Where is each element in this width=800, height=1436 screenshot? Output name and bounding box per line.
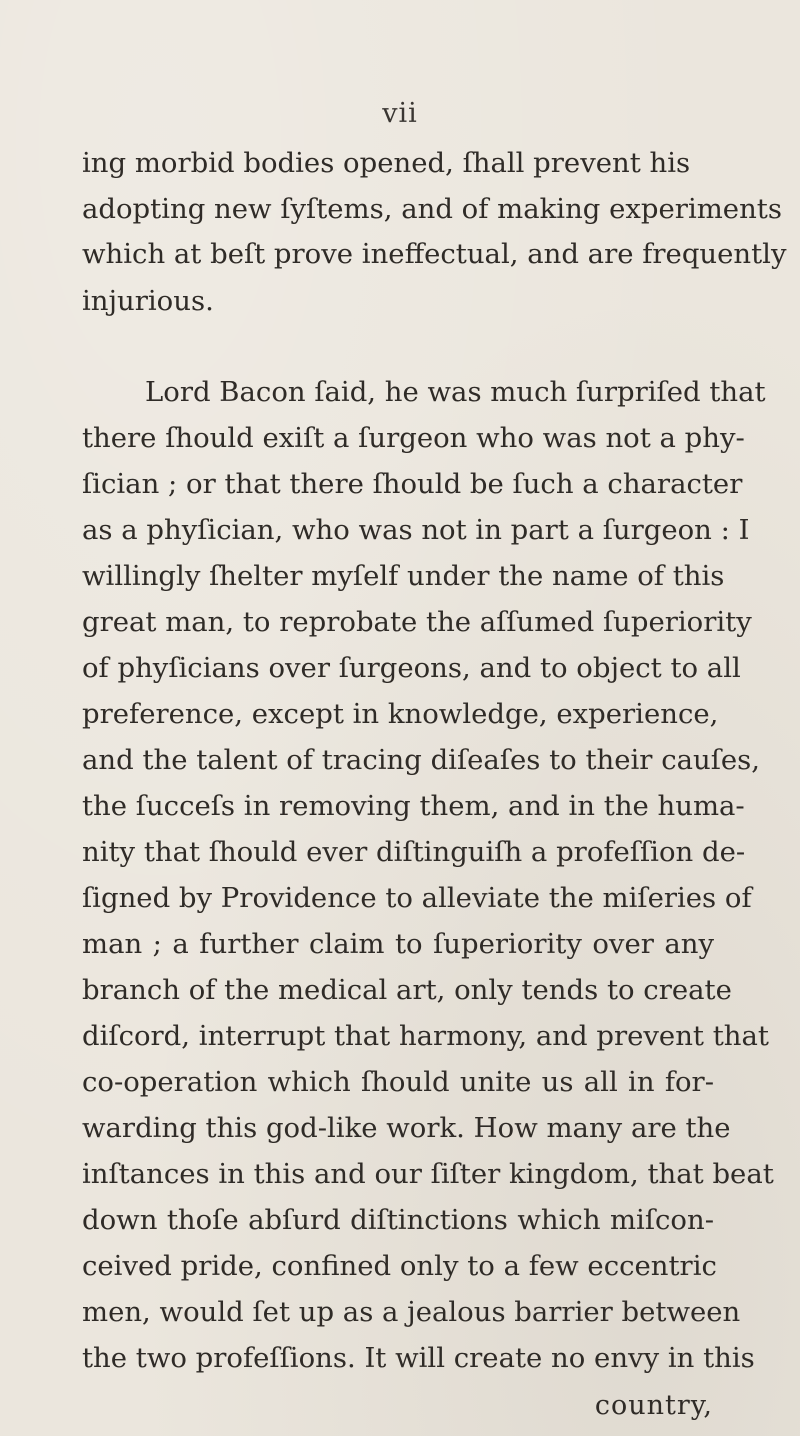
text-line: branch of the medical art, only tends to create [82, 974, 732, 1006]
text-line: down thoſe abſurd diſtinctions which miſcon- [82, 1204, 714, 1236]
text-line: as a phyſician, who was not in part a ſurgeon : I [82, 514, 750, 546]
text-line: great man, to reprobate the aſſumed ſuperiority [82, 606, 752, 638]
text-line: which at beſt prove ineffectual, and are frequently [82, 238, 787, 270]
text-line: the two profeſſions. It will create no envy in this [82, 1342, 755, 1374]
catchword: country, [594, 1390, 713, 1421]
text-line: injurious. [82, 285, 214, 317]
text-line: co-operation which ſhould unite us all in for- [82, 1066, 714, 1098]
text-line: Lord Bacon ſaid, he was much ſurpriſed that [145, 376, 766, 408]
text-line: inſtances in this and our ſiſter kingdom, that beat [82, 1158, 774, 1190]
text-line: adopting new ſyſtems, and of making experiments [82, 193, 782, 225]
text-line: men, would ſet up as a jealous barrier between [82, 1296, 741, 1328]
text-line: warding this god-like work. How many are the [82, 1112, 731, 1144]
text-line: preference, except in knowledge, experience, [82, 698, 719, 730]
text-line: ceived pride, confined only to a few eccentric [82, 1250, 717, 1282]
text-line: ing morbid bodies opened, ſhall prevent his [82, 147, 691, 179]
text-line: of phyſicians over ſurgeons, and to object to all [82, 652, 741, 684]
text-line: nity that ſhould ever diſtinguiſh a profeſſion de- [82, 836, 746, 868]
text-line: there ſhould exiſt a ſurgeon who was not a phy- [82, 422, 745, 454]
text-line: and the talent of tracing diſeaſes to their cauſes, [82, 744, 761, 776]
text-line: the ſucceſs in removing them, and in the huma- [82, 790, 745, 822]
page-number: vii [382, 98, 418, 129]
text-line: diſcord, interrupt that harmony, and prevent that [82, 1020, 769, 1052]
text-line: ſigned by Providence to alleviate the miſeries of [82, 882, 752, 914]
text-line: willingly ſhelter myſelf under the name of this [82, 560, 725, 592]
text-line: man ; a further claim to ſuperiority over any [82, 928, 714, 960]
text-line: ſician ; or that there ſhould be ſuch a character [82, 468, 743, 500]
